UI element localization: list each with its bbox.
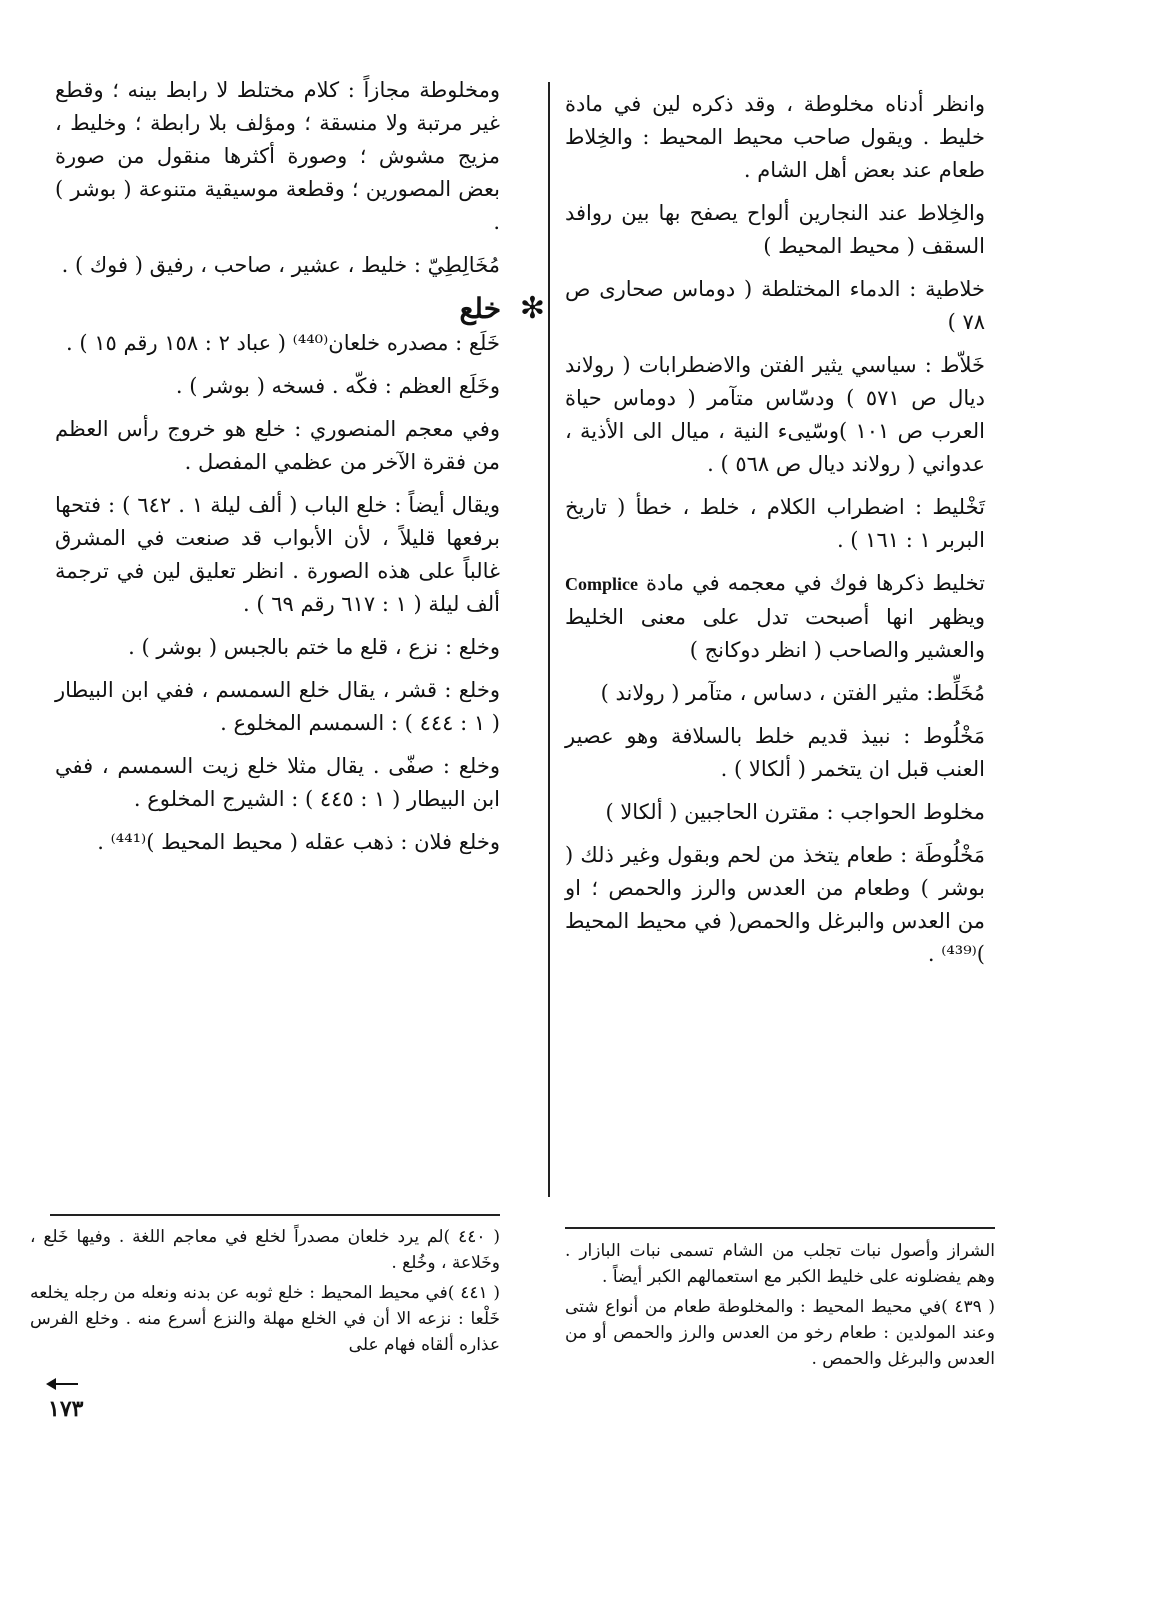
entry-text: مَخْلُوط : نبيذ قديم خلط بالسلافة وهو عصير العنب قبل ان يتخمر ( ألكالا ) . <box>565 724 985 781</box>
entry-text: وانظر أدناه مخلوطة ، وقد ذكره لين في مادة خليط . ويقول صاحب محيط المحيط : والخِلاط طعام عند بعض أهل الشام . <box>565 92 985 182</box>
entry-l3 <box>55 327 500 360</box>
entry-text <box>565 567 985 667</box>
footnote: ( ٤٤٠ )لم يرد خلعان مصدراً لخلع في معاجم اللغة . وفيها خَلع ، وخَلاعة ، وخُلع . <box>30 1227 500 1273</box>
entry-l7 <box>55 631 500 664</box>
entry-l9 <box>55 750 500 816</box>
entry-text: مخلوط الحواجب : مقترن الحاجبين ( ألكالا ) <box>605 800 985 824</box>
entry-text: وخلع فلان : ذهب عقله ( محيط المحيط )⁽⁴⁴¹⁾ . <box>97 830 500 854</box>
entry-text-before: تخليط ذكرها فوك في معجمه في مادة <box>646 571 985 595</box>
headword: خلع <box>459 292 501 325</box>
entry-r1 <box>565 88 985 187</box>
page-number: ١٧٣ <box>48 1396 84 1422</box>
entry-text: خلاطية : الدماء المختلطة ( دوماس صحارى ص ٧٨ ) <box>565 277 985 334</box>
entry-r8 <box>565 720 985 786</box>
footnote: ( ٤٤١ )في محيط المحيط : خلع ثوبه عن بدنه ونعله من رجله يخلعه خَلْعا : نزعه الا أن في الخلع مهلة والنزع أسرع منه . وخلع الفرس عذاره ألقاه فهام على <box>30 1283 500 1355</box>
entry-text: وفي معجم المنصوري : خلع هو خروج رأس العظم من فقرة الآخر من عظمي المفصل . <box>55 417 500 474</box>
entry-l5 <box>55 413 500 479</box>
right-column <box>565 88 985 981</box>
entry-r10 <box>565 839 985 971</box>
entry-r3 <box>565 273 985 339</box>
entry-text-after: ويظهر انها أصبحت تدل على معنى الخليط والعشير والصاحب ( انظر دوكانج ) <box>565 605 985 662</box>
entry-text: خَلَع : مصدره خلعان⁽⁴⁴⁰⁾ ( عباد ٢ : ١٥٨ رقم ١٥ ) . <box>65 331 500 355</box>
footnote-divider-left <box>50 1214 500 1216</box>
entry-l10 <box>55 826 500 859</box>
continuation-arrow-icon <box>48 1383 78 1385</box>
footnote: الشراز وأصول نبات تجلب من الشام تسمى نبات البازار . وهم يفضلونه على خليط الكبر مع استعمالهم الكبر أيضاً . <box>565 1241 995 1287</box>
entry-text: وخلع : قشر ، يقال خلع السمسم ، ففي ابن البيطار ( ١ : ٤٤٤ ) : السمسم المخلوع . <box>55 678 500 735</box>
entry-r6 <box>565 567 985 667</box>
footnotes-right <box>565 1238 995 1376</box>
footnote: ( ٤٣٩ )في محيط المحيط : والمخلوطة طعام من أنواع شتى وعند المولدين : طعام رخو من العدس والرز والحمص أو من العدس والبرغل والحمص . <box>565 1297 995 1369</box>
entry-text: مُخَلِّط: مثير الفتن ، دساس ، متآمر ( رولاند ) <box>600 681 985 705</box>
column-divider <box>548 82 550 1197</box>
entry-r9 <box>565 796 985 829</box>
entry-l1 <box>55 74 500 239</box>
entry-r5 <box>565 491 985 557</box>
entry-r4 <box>565 349 985 481</box>
entry-text: مُخَالِطِيّ : خليط ، عشير ، صاحب ، رفيق ( فوك ) . <box>61 253 500 277</box>
entry-l6 <box>55 489 500 621</box>
entry-r7 <box>565 677 985 710</box>
entry-text: وخَلَع العظم : فكّه . فسخه ( بوشر ) . <box>175 374 500 398</box>
entry-text: ويقال أيضاً : خلع الباب ( ألف ليلة ١ . ٦٤٢ ) : فتحها برفعها قليلاً ، لأن الأبواب قد صنعت في المشرق غالباً على هذه الصورة . انظر تعليق لين في ترجمة ألف ليلة ( ١ : ٦١٧ رقم ٦٩ ) . <box>55 493 500 616</box>
footnote-divider-right <box>565 1227 995 1229</box>
entry-text: وخلع : صفّى . يقال مثلا خلع زيت السمسم ، ففي ابن البيطار ( ١ : ٤٤٥ ) : الشيرج المخلوع . <box>55 754 500 811</box>
entry-l4 <box>55 370 500 403</box>
latin-term: Complice <box>565 574 638 594</box>
entry-text: مَخْلُوطَة : طعام يتخذ من لحم وبقول وغير ذلك ( بوشر ) وطعام من العدس والرز والحمص ؛ او من العدس والبرغل والحمص( في محيط المحيط )⁽⁴³⁹⁾ . <box>565 843 985 966</box>
footnotes-left <box>30 1224 500 1362</box>
entry-r2 <box>565 197 985 263</box>
entry-text: خَلاّط : سياسي يثير الفتن والاضطرابات ( رولاند ديال ص ٥٧١ ) ودسّاس متآمر ( دوماس حياة العرب ص ١٠١ )وسّيىء النية ، ميال الى الأذية ، عدواني ( رولاند ديال ص ٥٦٨ ) . <box>565 353 985 476</box>
asterisk-icon: ✻ <box>519 291 545 326</box>
entry-text: ومخلوطة مجازاً : كلام مختلط لا رابط بينه ؛ وقطع غير مرتبة ولا منسقة ؛ ومؤلف بلا رابطة ؛ وخليط ، مزيج مشوش ؛ وصورة أكثرها منقول من صورة بعض المصورين ؛ وقطعة موسيقية متنوعة ( بوشر ) . <box>55 78 500 234</box>
entry-text: وخلع : نزع ، قلع ما ختم بالجبس ( بوشر ) . <box>128 635 500 659</box>
headword-row <box>55 291 545 326</box>
entry-text: تَخْليط : اضطراب الكلام ، خلط ، خطأ ( تاريخ البربر ١ : ١٦١ ) . <box>565 495 985 552</box>
entry-text: والخِلاط عند النجارين ألواح يصفح بها بين روافد السقف ( محيط المحيط ) <box>565 201 985 258</box>
entry-l8 <box>55 674 500 740</box>
entry-l2 <box>55 249 500 282</box>
left-column <box>55 74 545 869</box>
